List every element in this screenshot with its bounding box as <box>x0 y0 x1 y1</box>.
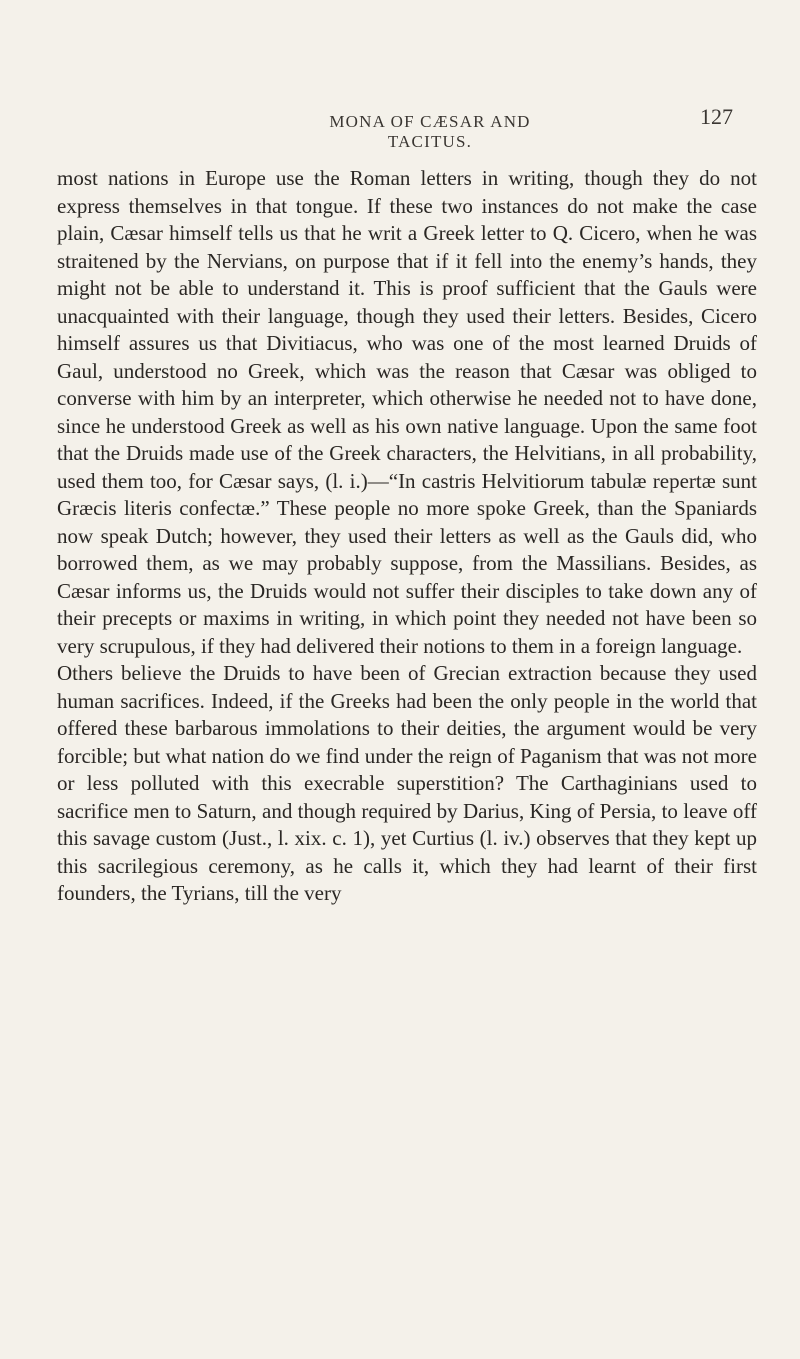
running-head-title: MONA OF CÆSAR AND TACITUS. <box>329 112 531 151</box>
page-number: 127 <box>700 104 733 129</box>
paragraph: Others believe the Druids to have been of Grecian extraction because they used human sacrifices. Indeed, if the Greeks had been the only people in the world that offered these barbarous immolations to their deities, the argument would be very forcible; but what nation do we find under the reign of Paganism that was not more or less polluted with this execrable superstition? The Carthaginians used to sacrifice men to Saturn, and though required by Darius, King of Persia, to leave off this savage custom (Just., l. xix. c. 1), yet Curtius (l. iv.) observes that they kept up this sacrilegious ceremony, as he calls it, which they had learnt of their first founders, the Tyrians, till the very <box>57 661 757 905</box>
body-text <box>57 165 757 908</box>
paragraph: most nations in Europe use the Roman letters in writing, though they do not express themselves in that tongue. If these two instances do not make the case plain, Cæsar himself tells us that he writ a Greek letter to Q. Cicero, when he was straitened by the Nervians, on purpose that if it fell into the enemy’s hands, they might not be able to understand it. This is proof sufficient that the Gauls were unacquainted with their language, though they used their letters. Besides, Cicero himself assures us that Divitiacus, who was one of the most learned Druids of Gaul, understood no Greek, which was the reason that Cæsar was obliged to converse with him by an interpreter, which otherwise he needed not to have done, since he understood Greek as well as his own native language. Upon the same foot that the Druids made use of the Greek characters, the Helvitians, in all probability, used them too, for Cæsar says, (l. i.)—“In castris Helvitiorum tabulæ repertæ sunt Græcis literis confectæ.” These people no more spoke Greek, than the Spaniards now speak Dutch; however, they used their letters as well as the Gauls did, who borrowed them, as we may probably suppose, from the Massilians. Besides, as Cæsar informs us, the Druids would not suffer their disciples to take down any of their precepts or maxims in writing, in which point they needed not have been so very scrupulous, if they had delivered their notions to them in a foreign language. <box>57 166 757 658</box>
running-head <box>0 104 800 151</box>
